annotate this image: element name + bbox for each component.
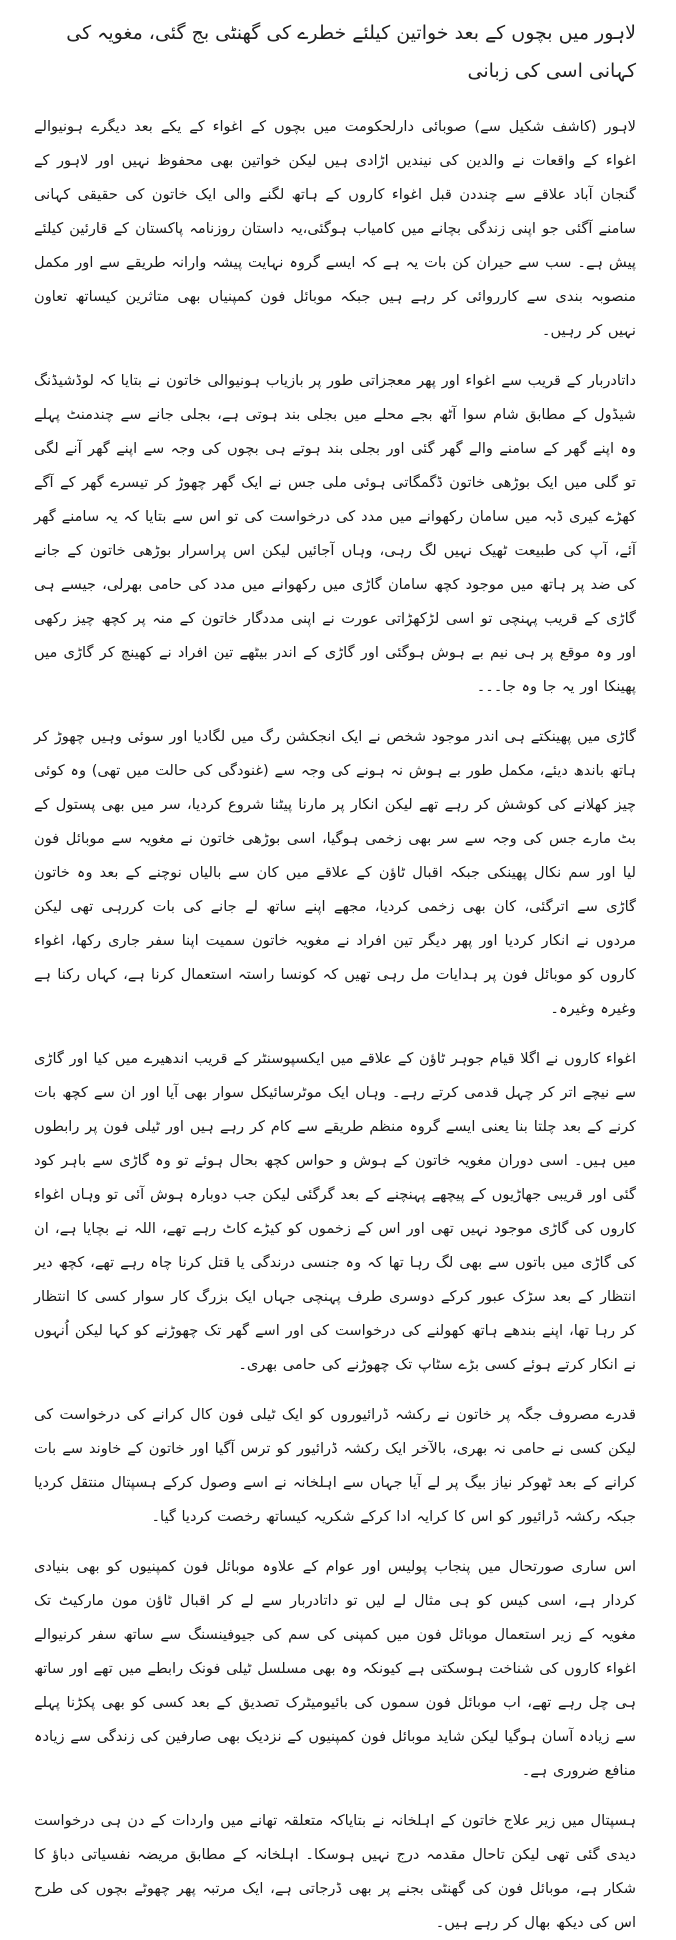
article-paragraph-3: گاڑی میں پھینکتے ہی اندر موجود شخص نے ایک انجکشن رگ میں لگادیا اور سوئی وہیں چھوڑ کر ہاتھ باندھ دیئے، مکمل طور بے ہوش نہ ہونے کی وجہ سے (غنودگی کی حالت میں تھی) وہ کوئی چیز کھلانے کی کوشش کر رہے تھے لیکن انکار پر مارنا پیٹنا شروع کردیا، سر میں بھی پستول کے بٹ مارے جس کی وجہ سے سر بھی زخمی ہوگیا، اسی بوڑھی خاتون نے مغویہ سے موبائل فون لیا اور سم نکال پھینکی جبکہ اقبال ٹاؤن کے علاقے میں کان سے بالیاں نوچنے کے بعد وہ خاتون گاڑی سے اترگئی، کان بھی زخمی کردیا، مجھے اپنے ساتھ لے جانے کی بات کررہی تھی لیکن مردوں نے انکار کردیا اور پھر دیگر تین افراد نے مغویہ خاتون سمیت اپنا سفر جاری رکھا، اغواء کاروں کو موبائل فون پر ہدایات مل رہی تھیں کہ کونسا راستہ استعمال کرنا ہے، کہاں رکنا ہے وغیرہ وغیرہ۔	[34, 728, 636, 1017]
article-paragraph-6: اس ساری صورتحال میں پنجاب پولیس اور عوام کے علاوہ موبائل فون کمپنیوں کو بھی بنیادی کردار ہے، اسی کیس کو ہی مثال لے لیں تو داتادربار سے لے کر اقبال ٹاؤن مون مارکیٹ تک مغویہ کے زیر استعمال موبائل فون میں کمپنی کی سم کی جیوفینسنگ سے ساتھ سفر کرنیوالے اغواء کاروں کی شناخت ہوسکتی ہے کیونکہ وہ بھی مسلسل ٹیلی فونک رابطے میں تھے اور ساتھ ہی چل رہے تھے، اب موبائل فون سموں کی بائیومیٹرک تصدیق کے بعد کسی کو بھی پکڑنا پہلے سے زیادہ آسان ہوگیا لیکن شاید موبائل فون کمپنیوں کے نزدیک بھی صارفین کی زندگی سے زیادہ منافع ضروری ہے۔	[34, 1558, 636, 1779]
article-paragraph-4: اغواء کاروں نے اگلا قیام جوہر ٹاؤن کے علاقے میں ایکسپوسنٹر کے قریب اندھیرے میں کیا اور گاڑی سے نیچے اتر کر چہل قدمی کرتے رہے۔ وہاں ایک موٹرسائیکل سوار بھی آیا اور ان سے کچھ بات کرنے کے بعد چلتا بنا یعنی ایسے گروہ منظم طریقے سے کام کر رہے ہیں اور ٹیلی فون پر رابطوں میں ہیں۔ اسی دوران مغویہ خاتون کے ہوش و حواس کچھ بحال ہوئے تو وہ گاڑی سے باہر کود گئی اور قریبی جھاڑیوں کے پیچھے پہنچنے کے بعد گرگئی لیکن جب دوبارہ ہوش آئی تو وہاں اغواء کاروں کی گاڑی موجود نہیں تھی اور اس کے زخموں کو کیڑے کاٹ رہے تھے، اللہ نے بچایا ہے، ان کی گاڑی میں باتوں سے بھی لگ رہا تھا کہ وہ جنسی درندگی یا قتل کرنا چاہ رہے تھے، کچھ دیر انتظار کے بعد سڑک عبور کرکے دوسری طرف پہنچی جہاں ایک بزرگ کار سوار کسی کا انتظار کر رہا تھا، اپنے بندھے ہاتھ کھولنے کی درخواست کی اور اسے گھر تک چھوڑنے کو کہا لیکن اُنہوں نے انکار کرتے ہوئے کسی بڑے سٹاپ تک چھوڑنے کی حامی بھری۔	[34, 1050, 636, 1373]
article-headline: لاہور میں بچوں کے بعد خواتین کیلئے خطرے کی گھنٹی بج گئی، مغویہ کی کہانی اسی کی زبانی	[66, 22, 636, 82]
article-paragraph-2: داتادربار کے قریب سے اغواء اور پھر معجزاتی طور پر بازیاب ہونیوالی خاتون نے بتایا کہ لوڈشیڈنگ شیڈول کے مطابق شام سوا آٹھ بجے محلے میں بجلی بند ہوتی ہے، بجلی جانے سے چندمنٹ پہلے وہ اپنے گھر کے سامنے والے گھر گئی اور بجلی بند ہوتے ہی بچوں کی وجہ سے اپنے گھر آنے لگی تو گلی میں ایک بوڑھی خاتون ڈگمگاتی ہوئی ملی جس نے ایک گھر چھوڑ کر تیسرے گھر کے آگے کھڑے کیری ڈبہ میں سامان رکھوانے میں مدد کی درخواست کی تو اس سے بتایا کہ یہ سامنے گھر آئے، آپ کی طبیعت ٹھیک نہیں لگ رہی، وہاں آجائیں لیکن اس پراسرار بوڑھی خاتون کے جانے کی ضد پر ہاتھ میں موجود کچھ سامان گاڑی میں رکھوانے میں مدد کی حامی بھرلی، جیسے ہی گاڑی کے قریب پہنچی تو اسی لڑکھڑاتی عورت نے اپنی مددگار خاتون کے منہ پر کچھ چیز رکھی اور وہ موقع پر ہی نیم بے ہوش ہوگئی اور گاڑی کے اندر بیٹھے تین افراد نے کھینچ کر گاڑی میں پھینکا اور یہ جا وہ جا۔۔۔	[34, 372, 636, 695]
article-paragraph-5: قدرے مصروف جگہ پر خاتون نے رکشہ ڈرائیوروں کو ایک ٹیلی فون کال کرانے کی درخواست کی لیکن کسی نے حامی نہ بھری، بالآخر ایک رکشہ ڈرائیور کو ترس آگیا اور خاتون کے خاوند سے بات کرانے کے بعد ٹھوکر نیاز بیگ پر لے آیا جہاں سے اہلخانہ نے اسے وصول کرکے ہسپتال منتقل کردیا جبکہ رکشہ ڈرائیور کو اس کا کرایہ ادا کرکے شکریہ کیساتھ رخصت کردیا گیا۔	[34, 1406, 636, 1525]
article-paragraph-7: ہسپتال میں زیر علاج خاتون کے اہلخانہ نے بتایاکہ متعلقہ تھانے میں واردات کے دن ہی درخواست دیدی گئی تھی لیکن تاحال مقدمہ درج نہیں ہوسکا۔ اہلخانہ کے مطابق مریضہ نفسیاتی دباؤ کا شکار ہے، موبائل فون کی گھنٹی بجنے پر بھی ڈرجاتی ہے، ایک مرتبہ پھر چھوٹے بچوں کی طرح اس کی دیکھ بھال کر رہے ہیں۔	[34, 1812, 636, 1931]
article-paragraph-1: لاہور (کاشف شکیل سے) صوبائی دارلحکومت میں بچوں کے اغواء کے یکے بعد دیگرے ہونیوالے اغواء کے واقعات نے والدین کی نیندیں اڑادی ہیں لیکن خواتین بھی محفوظ نہیں اور لاہور کے گنجان آباد علاقے سے چنددن قبل اغواء کاروں کے ہاتھ لگنے والی ایک خاتون کی حقیقی کہانی سامنے آگئی جو اپنی زندگی بچانے میں کامیاب ہوگئی،یہ داستان روزنامہ پاکستان کے قارئین کیلئے پیش ہے۔ سب سے حیران کن بات یہ ہے کہ ایسے گروہ نہایت پیشہ وارانہ طریقے سے اور مکمل منصوبہ بندی سے کارروائی کر رہے ہیں جبکہ موبائل فون کمپنیاں بھی متاثرین کیساتھ تعاون نہیں کر رہیں۔	[34, 118, 636, 339]
